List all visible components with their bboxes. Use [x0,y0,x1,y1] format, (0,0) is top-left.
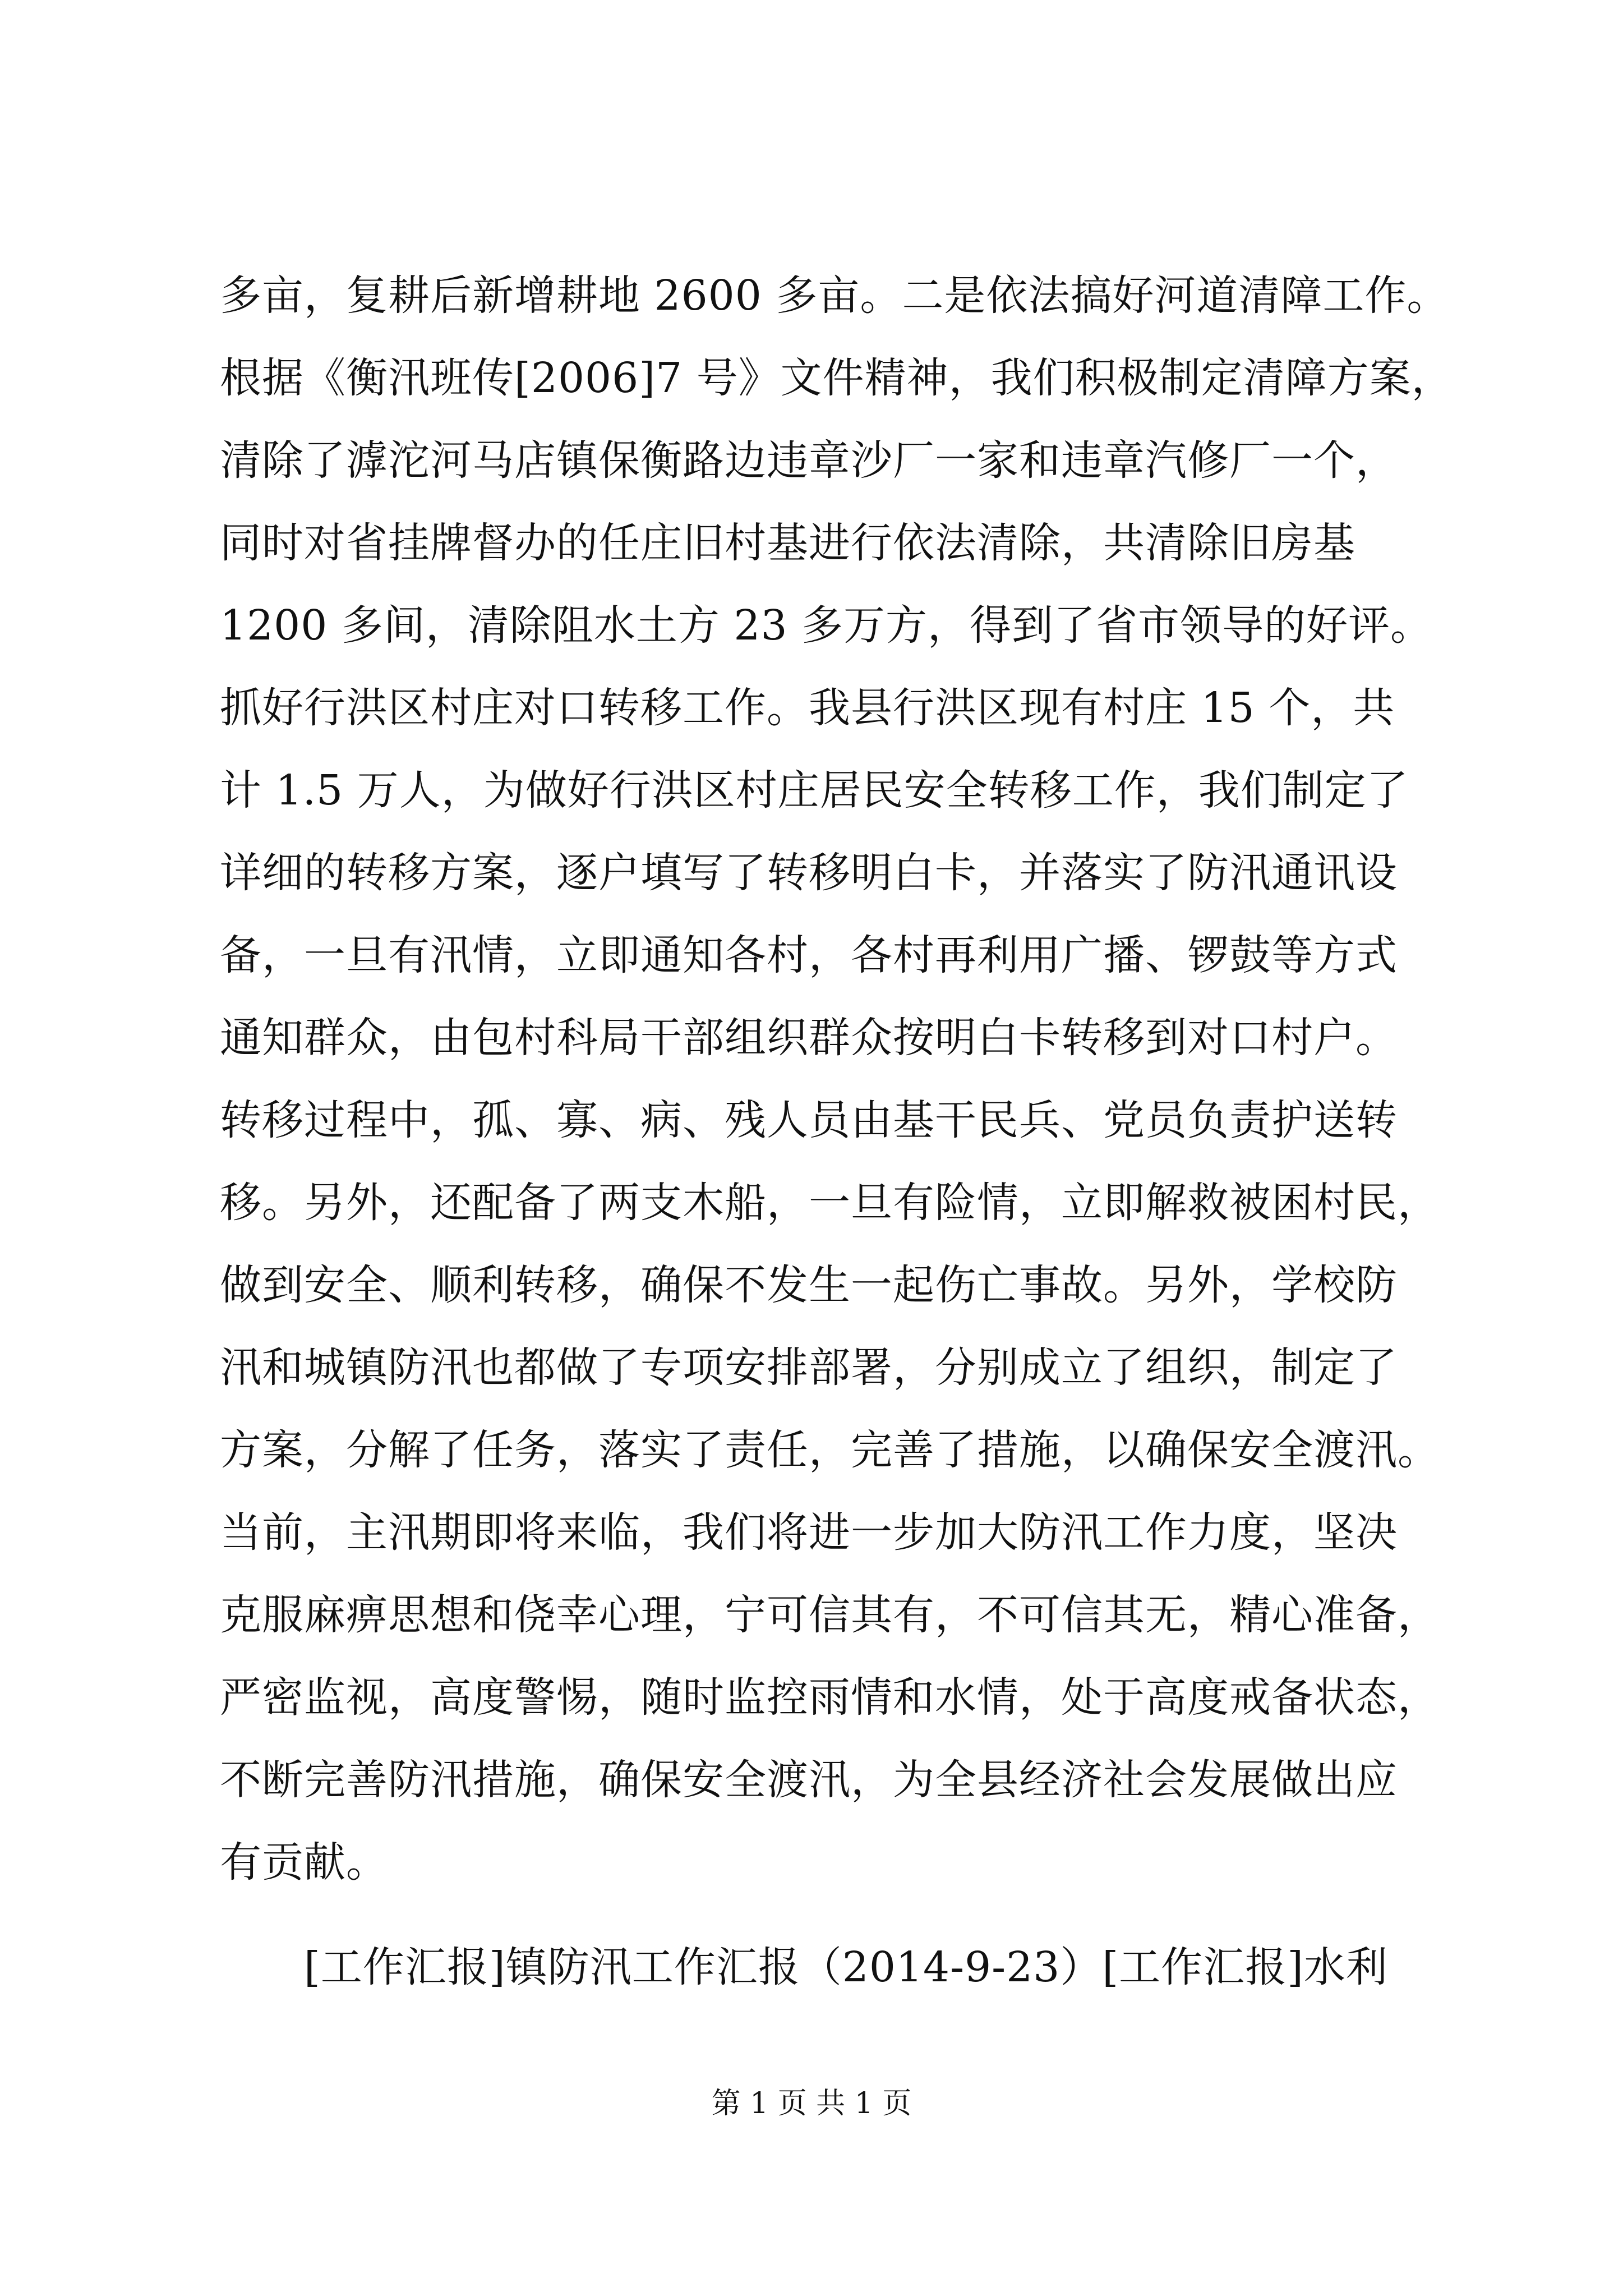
text-line: 备，一旦有汛情，立即通知各村，各村再利用广播、锣鼓等方式 [220,931,1398,979]
document-body [220,255,1498,2009]
text-line: 计 1.5 万人，为做好行洪区村庄居民安全转移工作，我们制定了 [220,766,1409,815]
page-number: 第 1 页 共 1 页 [711,2087,912,2120]
text-line: 汛和城镇防汛也都做了专项安排部署，分别成立了组织，制定了 [220,1343,1398,1392]
text-line: 严密监视，高度警惕，随时监控雨情和水情，处于高度戒备状态， [220,1673,1440,1722]
text-line: 转移过程中，孤、寡、病、残人员由基干民兵、党员负责护送转 [220,1096,1398,1144]
text-line: 多亩，复耕后新增耕地 2600 多亩。二是依法搞好河道清障工作。 [220,272,1449,320]
text-line: 方案，分解了任务，落实了责任，完善了措施，以确保安全渡汛。 [220,1426,1440,1474]
text-line: 同时对省挂牌督办的任庄旧村基进行依法清除，共清除旧房基 [220,519,1355,567]
text-line: 移。另外，还配备了两支木船，一旦有险情，立即解救被困村民， [220,1179,1440,1227]
text-line: [工作汇报]镇防汛工作汇报（2014-9-23）[工作汇报]水利 [304,1943,1389,1991]
text-line: 详细的转移方案，逐户填写了转移明白卡，并落实了防汛通讯设 [220,849,1398,897]
text-line: 做到安全、顺利转移，确保不发生一起伤亡事故。另外，学校防 [220,1261,1398,1309]
text-line: 1200 多间，清除阻水土方 23 多万方，得到了省市领导的好评。 [220,601,1433,650]
paragraph-spacer [220,1904,1498,1926]
text-line: 克服麻痹思想和侥幸心理，宁可信其有，不可信其无，精心准备， [220,1591,1440,1639]
text-line: 通知群众，由包村科局干部组织群众按明白卡转移到对口村户。 [220,1014,1398,1062]
paragraph-2 [220,1926,1498,2009]
text-line: 当前，主汛期即将来临，我们将进一步加大防汛工作力度，坚决 [220,1508,1398,1557]
page-footer [0,2081,1623,2126]
paragraph-1 [220,255,1498,1904]
text-line: 清除了滹沱河马店镇保衡路边违章沙厂一家和违章汽修厂一个， [220,436,1398,485]
text-line: 不断完善防汛措施，确保安全渡汛，为全县经济社会发展做出应 [220,1756,1398,1804]
text-line: 根据《衡汛班传[2006]7 号》文件精神，我们积极制定清障方案， [220,354,1454,402]
text-line: 抓好行洪区村庄对口转移工作。我县行洪区现有村庄 15 个，共 [220,684,1395,732]
text-line: 有贡献。 [220,1838,388,1887]
